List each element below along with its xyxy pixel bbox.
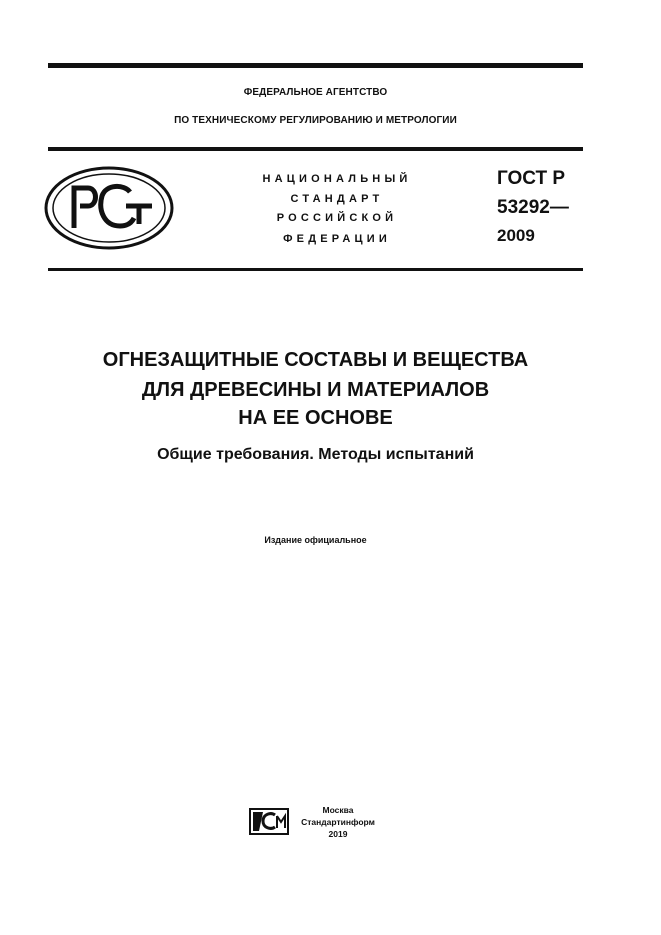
- title-line-1: ОГНЕЗАЩИТНЫЕ СОСТАВЫ И ВЕЩЕСТВА: [102, 349, 529, 371]
- standard-type-line-2: СТАНДАРТ: [290, 193, 384, 205]
- standard-type-line-4: ФЕДЕРАЦИИ: [283, 233, 391, 245]
- publication-year: 2019: [328, 829, 348, 839]
- designation-line-3: 2009: [497, 226, 535, 245]
- edition-note: Издание официальное: [264, 535, 367, 545]
- agency-line-1: ФЕДЕРАЛЬНОЕ АГЕНТСТВО: [243, 87, 388, 98]
- designation-line-1: ГОСТ Р: [497, 168, 566, 189]
- publisher-name: Стандартинформ: [301, 817, 375, 827]
- top-rule: [48, 63, 583, 68]
- standartinform-logo-icon: [249, 808, 289, 835]
- standard-type-line-3: РОССИЙСКОЙ: [276, 212, 398, 224]
- designation-line-2: 53292—: [497, 197, 569, 218]
- header-rule: [48, 147, 583, 151]
- standard-type-line-1: НАЦИОНАЛЬНЫЙ: [262, 173, 412, 185]
- subtitle: Общие требования. Методы испытаний: [157, 446, 474, 463]
- agency-line-2: ПО ТЕХНИЧЕСКОМУ РЕГУЛИРОВАНИЮ И МЕТРОЛОГИИ: [174, 115, 457, 126]
- title-line-3: НА ЕЕ ОСНОВЕ: [238, 407, 393, 429]
- rst-certification-mark-icon: [44, 166, 174, 250]
- block-rule: [48, 268, 583, 271]
- title-line-2: ДЛЯ ДРЕВЕСИНЫ И МАТЕРИАЛОВ: [141, 379, 490, 401]
- publisher-city: Москва: [322, 805, 354, 815]
